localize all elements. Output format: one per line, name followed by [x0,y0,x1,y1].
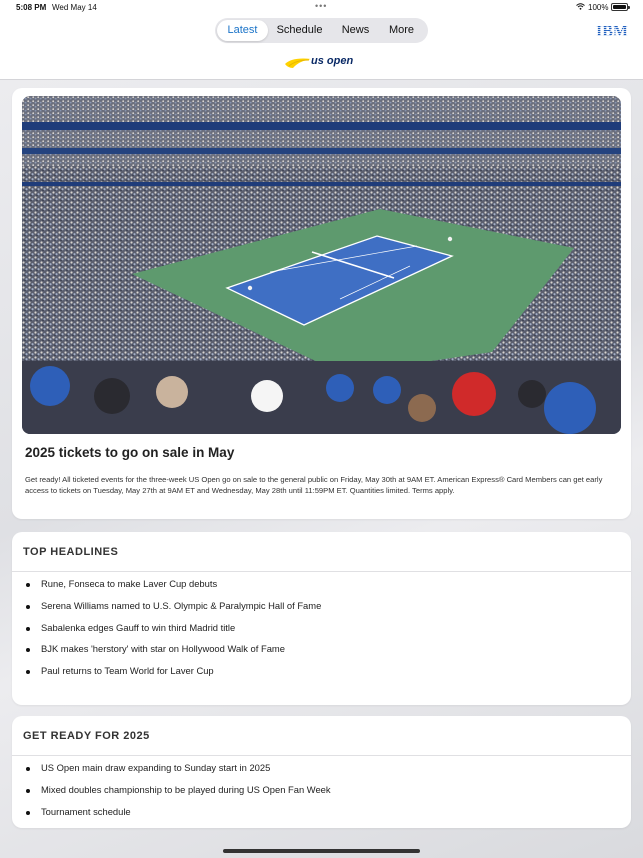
ibm-logo[interactable] [594,22,630,38]
battery-icon [611,3,628,11]
section-tabs [215,18,428,43]
status-bar [0,0,643,16]
top-headlines-card [12,532,631,705]
tab-schedule[interactable]: Schedule [276,24,323,36]
tab-more[interactable]: More [388,24,415,36]
divider [12,571,631,572]
divider [12,755,631,756]
get-ready-item[interactable]: Mixed doubles championship to be played during US Open Fan Week [24,783,331,805]
hero-title[interactable]: 2025 tickets to go on sale in May [25,445,235,460]
us-open-wordmark: us open [311,55,354,67]
home-indicator[interactable] [223,849,420,853]
wifi-icon [576,3,585,10]
status-date: Wed May 14 [52,3,97,12]
tab-news[interactable]: News [341,24,370,36]
us-open-logo [284,54,362,72]
hero-story-card[interactable] [12,88,631,519]
tab-latest[interactable]: Latest [217,20,268,41]
status-time: 5:08 PM [16,3,47,12]
headline-item[interactable]: Paul returns to Team World for Laver Cup [24,664,321,686]
headline-item[interactable]: Serena Williams named to U.S. Olympic & Paralympic Hall of Fame [24,599,321,621]
headline-item[interactable]: Sabalenka edges Gauff to win third Madrid title [24,621,321,643]
get-ready-list [24,761,331,826]
headline-item[interactable]: Rune, Fonseca to make Laver Cup debuts [24,577,321,599]
hero-body: Get ready! All ticketed events for the three-week US Open go on sale to the general public on Friday, May 30th at 9AM ET. American Express® Card Members can get early access to tickets on Tuesday, May 27th at 9AM ET and Wednesday, May 28th until 11:59PM ET. Quantities limited. Terms apply. [25,475,603,495]
get-ready-item[interactable]: US Open main draw expanding to Sunday start in 2025 [24,761,331,783]
get-ready-item[interactable]: Tournament schedule [24,805,331,827]
headline-list [24,577,321,686]
svg-text:IBM: IBM [596,23,628,38]
stadium-photo [22,96,621,434]
multitasking-dots-icon[interactable]: ••• [315,1,328,11]
section-title: GET READY FOR 2025 [23,730,150,742]
headline-item[interactable]: BJK makes 'herstory' with star on Hollywood Walk of Fame [24,642,321,664]
section-title: TOP HEADLINES [23,546,119,558]
get-ready-card [12,716,631,828]
battery-percent: 100% [588,3,609,12]
